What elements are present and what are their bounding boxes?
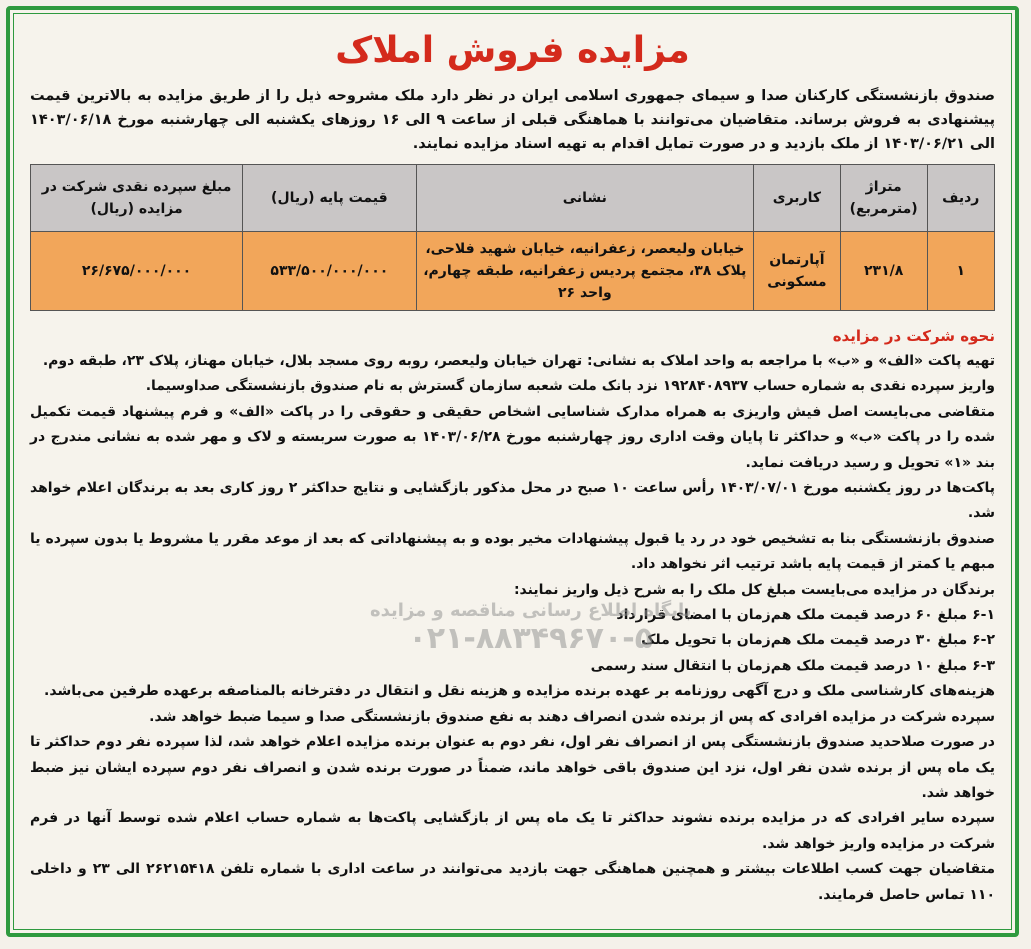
paragraph: متقاضی می‌بایست اصل فیش واریزی به همراه مدارک شناسایی اشخاص حقیقی و حقوقی را در پاکت «الف» و فرم پیشنهاد قیمت تکمیل شده را در پاکت «ب» و حداکثر تا پایان وقت اداری روز چهارشنبه مورخ ۱۴۰۳/۰۶/۲۸ به صورت سربسته و لاک و مهر شده به نشانی مندرج در بند «۱» تحویل و رسید دریافت نماید. (30, 403, 996, 471)
notice-title: مزایده فروش املاک (335, 30, 690, 71)
notice-frame (6, 6, 1019, 937)
watermark-text: پایگاه اطلاع رسانی مناقصه و مزایده (370, 600, 692, 621)
paragraph: ۶-۳ مبلغ ۱۰ درصد قیمت ملک هم‌زمان با انتقال سند رسمی (590, 657, 995, 674)
notice-intro: صندوق بازنشستگی کارکنان صدا و سیمای جمهوری اسلامی ایران در نظر دارد ملک مشروحه ذیل را از طریق مزایده به بالاترین قیمت پیشنهادی به فروش برساند. متقاضیان می‌توانند با هماهنگی قبلی از ساعت ۹ الی ۱۶ روزهای یکشنبه الی چهارشنبه مورخ ۱۴۰۳/۰۶/۱۸ الی ۱۴۰۳/۰۶/۲۱ از ملک بازدید و در صورت تمایل اقدام به تهیه اسناد مزایده نمایند. (30, 88, 996, 152)
paragraph: برندگان در مزایده می‌بایست مبلغ کل ملک را به شرح ذیل واریز نمایند: (513, 581, 995, 598)
header-usage: کاربری (754, 165, 841, 232)
cell-base-price: ۵۳۳/۵۰۰/۰۰۰/۰۰۰ (243, 232, 417, 311)
header-row-number: ردیف (927, 165, 994, 232)
cell-address: خیابان ولیعصر، زعفرانیه، خیابان شهید فلاحی، پلاک ۳۸، مجتمع پردیس زعفرانیه، طبقه چهارم، واحد ۲۶ (416, 232, 753, 311)
paragraph: ۶-۲ مبلغ ۳۰ درصد قیمت ملک هم‌زمان با تحویل ملک (641, 632, 995, 649)
paragraph: سپرده سایر افرادی که در مزایده برنده نشوند حداکثر تا یک ماه پس از بازگشایی پاکت‌ها به شماره حساب اعلام شده توسط آنها در فرم شرکت در مزایده واریز خواهد شد. (30, 810, 995, 852)
paragraph: صندوق بازنشستگی بنا به تشخیص خود در رد یا قبول پیشنهادات مخیر بوده و به پیشنهاداتی که بعد از موعد مقرر یا مشروط یا بدون سپرده یا مبهم یا کمتر از قیمت پایه باشد ترتیب اثر نخواهد داد. (30, 530, 995, 573)
paragraph: هزینه‌های کارشناسی ملک و درج آگهی روزنامه بر عهده برنده مزایده و هزینه نقل و انتقال در دفترخانه بالمناصفه برعهده طرفین می‌باشد. (44, 683, 995, 700)
paragraph: پاکت‌ها در روز یکشنبه مورخ ۱۴۰۳/۰۷/۰۱ رأس ساعت ۱۰ صبح در محل مذکور بازگشایی و نتایج حداکثر ۲ روز کاری بعد به برندگان اعلام خواهد شد. (30, 480, 995, 522)
header-deposit: مبلغ سپرده نقدی شرکت در مزایده (ریال) (31, 165, 243, 232)
table-row (31, 232, 995, 311)
paragraph: متقاضیان جهت کسب اطلاعات بیشتر و همچنین هماهنگی جهت بازدید می‌توانند در ساعت اداری با شماره تلفن ۲۶۲۱۵۴۱۸ الی ۲۳ و داخلی ۱۱۰ تماس حاصل فرمایند. (30, 861, 995, 903)
paragraph: سپرده شرکت در مزایده افرادی که پس از برنده شدن انصراف دهند به نفع صندوق بازنشستگی صدا و سیما ضبط خواهد شد. (149, 708, 995, 725)
property-table (30, 164, 995, 311)
cell-deposit: ۲۶/۶۷۵/۰۰۰/۰۰۰ (31, 232, 243, 311)
paragraph: ۶-۱ مبلغ ۶۰ درصد قیمت ملک هم‌زمان با امضای قرارداد (616, 607, 995, 624)
header-address: نشانی (416, 165, 753, 232)
cell-row-number: ۱ (927, 232, 994, 311)
watermark-phone: ۰۲۱-۸۸۳۴۹۶۷۰-۵ (408, 621, 654, 656)
cell-usage: آپارتمان مسکونی (754, 232, 841, 311)
paragraph: در صورت صلاحدید صندوق بازنشستگی پس از انصراف نفر اول، نفر دوم به عنوان برنده مزایده اعلام خواهد شد، لذا سپرده نفر دوم حداکثر تا یک ماه پس از برنده شدن نفر اول، نزد این صندوق باقی خواهد ماند، ضمناً در صورت برنده شدن و انصراف نفر دوم سپرده ایشان نیز ضبط خواهد شد. (30, 734, 995, 801)
section-title: نحوه شرکت در مزایده (832, 327, 995, 345)
header-area: متراژ (مترمربع) (840, 165, 927, 232)
header-base-price: قیمت پایه (ریال) (243, 165, 417, 232)
notice-body (30, 349, 995, 908)
paragraph: واریز سپرده نقدی به شماره حساب ۱۹۲۸۴۰۸۹۳۷ نزد بانک ملت شعبه سازمان گسترش به نام صندوق بازنشستگی صداوسیما. (145, 378, 995, 395)
table-header-row (31, 165, 995, 232)
paragraph: تهیه پاکت «الف» و «ب» با مراجعه به واحد املاک به نشانی: تهران خیابان ولیعصر، روبه روی مسجد بلال، خیابان مهناز، پلاک ۲۳، طبقه دوم. (42, 353, 995, 369)
cell-area: ۲۳۱/۸ (840, 232, 927, 311)
